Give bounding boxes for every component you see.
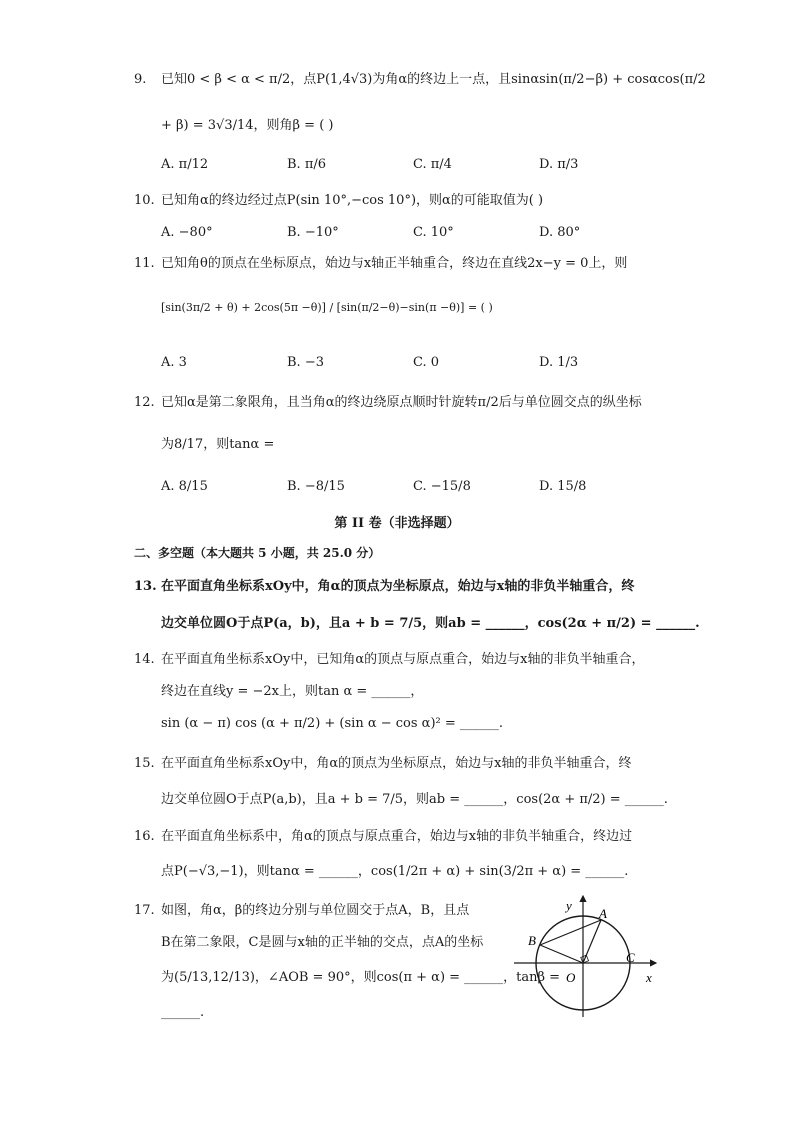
option-d: D. 1/3 (539, 355, 579, 370)
question-text: B在第二象限，C是圆与x轴的正半轴的交点，点A的坐标 (161, 935, 484, 950)
question-text: + β) = 3√3/14，则角β = ( ) (161, 118, 334, 133)
question-text: 终边在直线y = −2x上，则tan α = ______， (161, 684, 424, 699)
option-b: B. π/6 (287, 157, 327, 172)
question-text: 为(5/13,12/13)，∠AOB = 90°，则cos(π + α) = ______，tanβ = (161, 970, 561, 985)
question-number: 12. (134, 395, 155, 410)
option-c: C. π/4 (413, 157, 452, 172)
question-text: 已知角α的终边经过点P(sin 10°,−cos 10°)，则α的可能取值为( ) (161, 193, 544, 208)
question-text: 点P(−√3,−1)，则tanα = ______，cos(1/2π + α) + sin(3/2π + α) = ______. (161, 864, 629, 879)
segment-ob (540, 945, 583, 963)
option-c: C. −15/8 (413, 479, 471, 494)
question-number: 13. (134, 579, 157, 594)
option-a: A. π/12 (161, 157, 209, 172)
label-x: x (646, 970, 652, 985)
option-d: D. 15/8 (539, 479, 587, 494)
label-a: A (599, 906, 607, 921)
option-d: D. π/3 (539, 157, 579, 172)
option-a: A. −80° (161, 225, 213, 240)
option-a: A. 8/15 (161, 479, 208, 494)
question-number: 14. (134, 652, 155, 667)
question-text: 已知角θ的顶点在坐标原点，始边与x轴正半轴重合，终边在直线2x−y = 0上，则 (161, 256, 628, 271)
question-number: 11. (134, 256, 155, 271)
label-c: C (626, 950, 635, 965)
option-c: C. 10° (413, 225, 454, 240)
question-text: 边交单位圆O于点P(a,b)，且a + b = 7/5，则ab = ______，cos(2α + π/2) = ______. (161, 792, 668, 807)
question-text: 为8/17，则tanα = (161, 437, 275, 452)
unit-circle-diagram (506, 890, 666, 1020)
question-number: 16. (134, 829, 155, 844)
label-o: O (566, 970, 576, 985)
question-text: 已知0 < β < α < π/2，点P(1,4√3)为角α的终边上一点，且sinαsin(π/2−β) + cosαcos(π/2 (161, 72, 706, 87)
option-b: B. −10° (287, 225, 339, 240)
label-y: y (566, 898, 572, 913)
option-c: C. 0 (413, 355, 440, 370)
section-title: 第 II 卷（非选择题） (334, 516, 460, 531)
label-b: B (528, 933, 536, 948)
question-text: 边交单位圆O于点P(a，b)，且a + b = 7/5，则ab = ______，cos(2α + π/2) = ______. (161, 616, 700, 631)
question-text: 在平面直角坐标系xOy中，角α的顶点为坐标原点，始边与x轴的非负半轴重合，终 (161, 579, 635, 594)
question-text: ______. (161, 1005, 205, 1020)
option-d: D. 80° (539, 225, 581, 240)
question-text: 在平面直角坐标系xOy中，已知角α的顶点与原点重合，始边与x轴的非负半轴重合， (161, 652, 645, 667)
question-text: 在平面直角坐标系xOy中，角α的顶点为坐标原点，始边与x轴的非负半轴重合，终 (161, 756, 632, 771)
question-expression: [sin(3π/2 + θ) + 2cos(5π −θ)] / [sin(π/2−θ)−sin(π −θ)] = ( ) (161, 301, 493, 314)
question-text: sin (α − π) cos (α + π/2) + (sin α − cos α)² = ______. (161, 716, 504, 731)
question-number: 10. (134, 193, 155, 208)
question-number: 17. (134, 903, 155, 918)
question-number: 9. (134, 72, 147, 87)
option-b: B. −8/15 (287, 479, 345, 494)
section-subtitle: 二、多空题（本大题共 5 小题，共 25.0 分） (134, 546, 381, 560)
question-text: 已知α是第二象限角，且当角α的终边绕原点顺时针旋转π/2后与单位圆交点的纵坐标 (161, 395, 642, 410)
option-b: B. −3 (287, 355, 324, 370)
option-a: A. 3 (161, 355, 187, 370)
question-text: 如图，角α，β的终边分别与单位圆交于点A，B，且点 (161, 903, 470, 918)
question-number: 15. (134, 756, 155, 771)
question-text: 在平面直角坐标系中，角α的顶点与原点重合，始边与x轴的非负半轴重合，终边过 (161, 829, 633, 844)
